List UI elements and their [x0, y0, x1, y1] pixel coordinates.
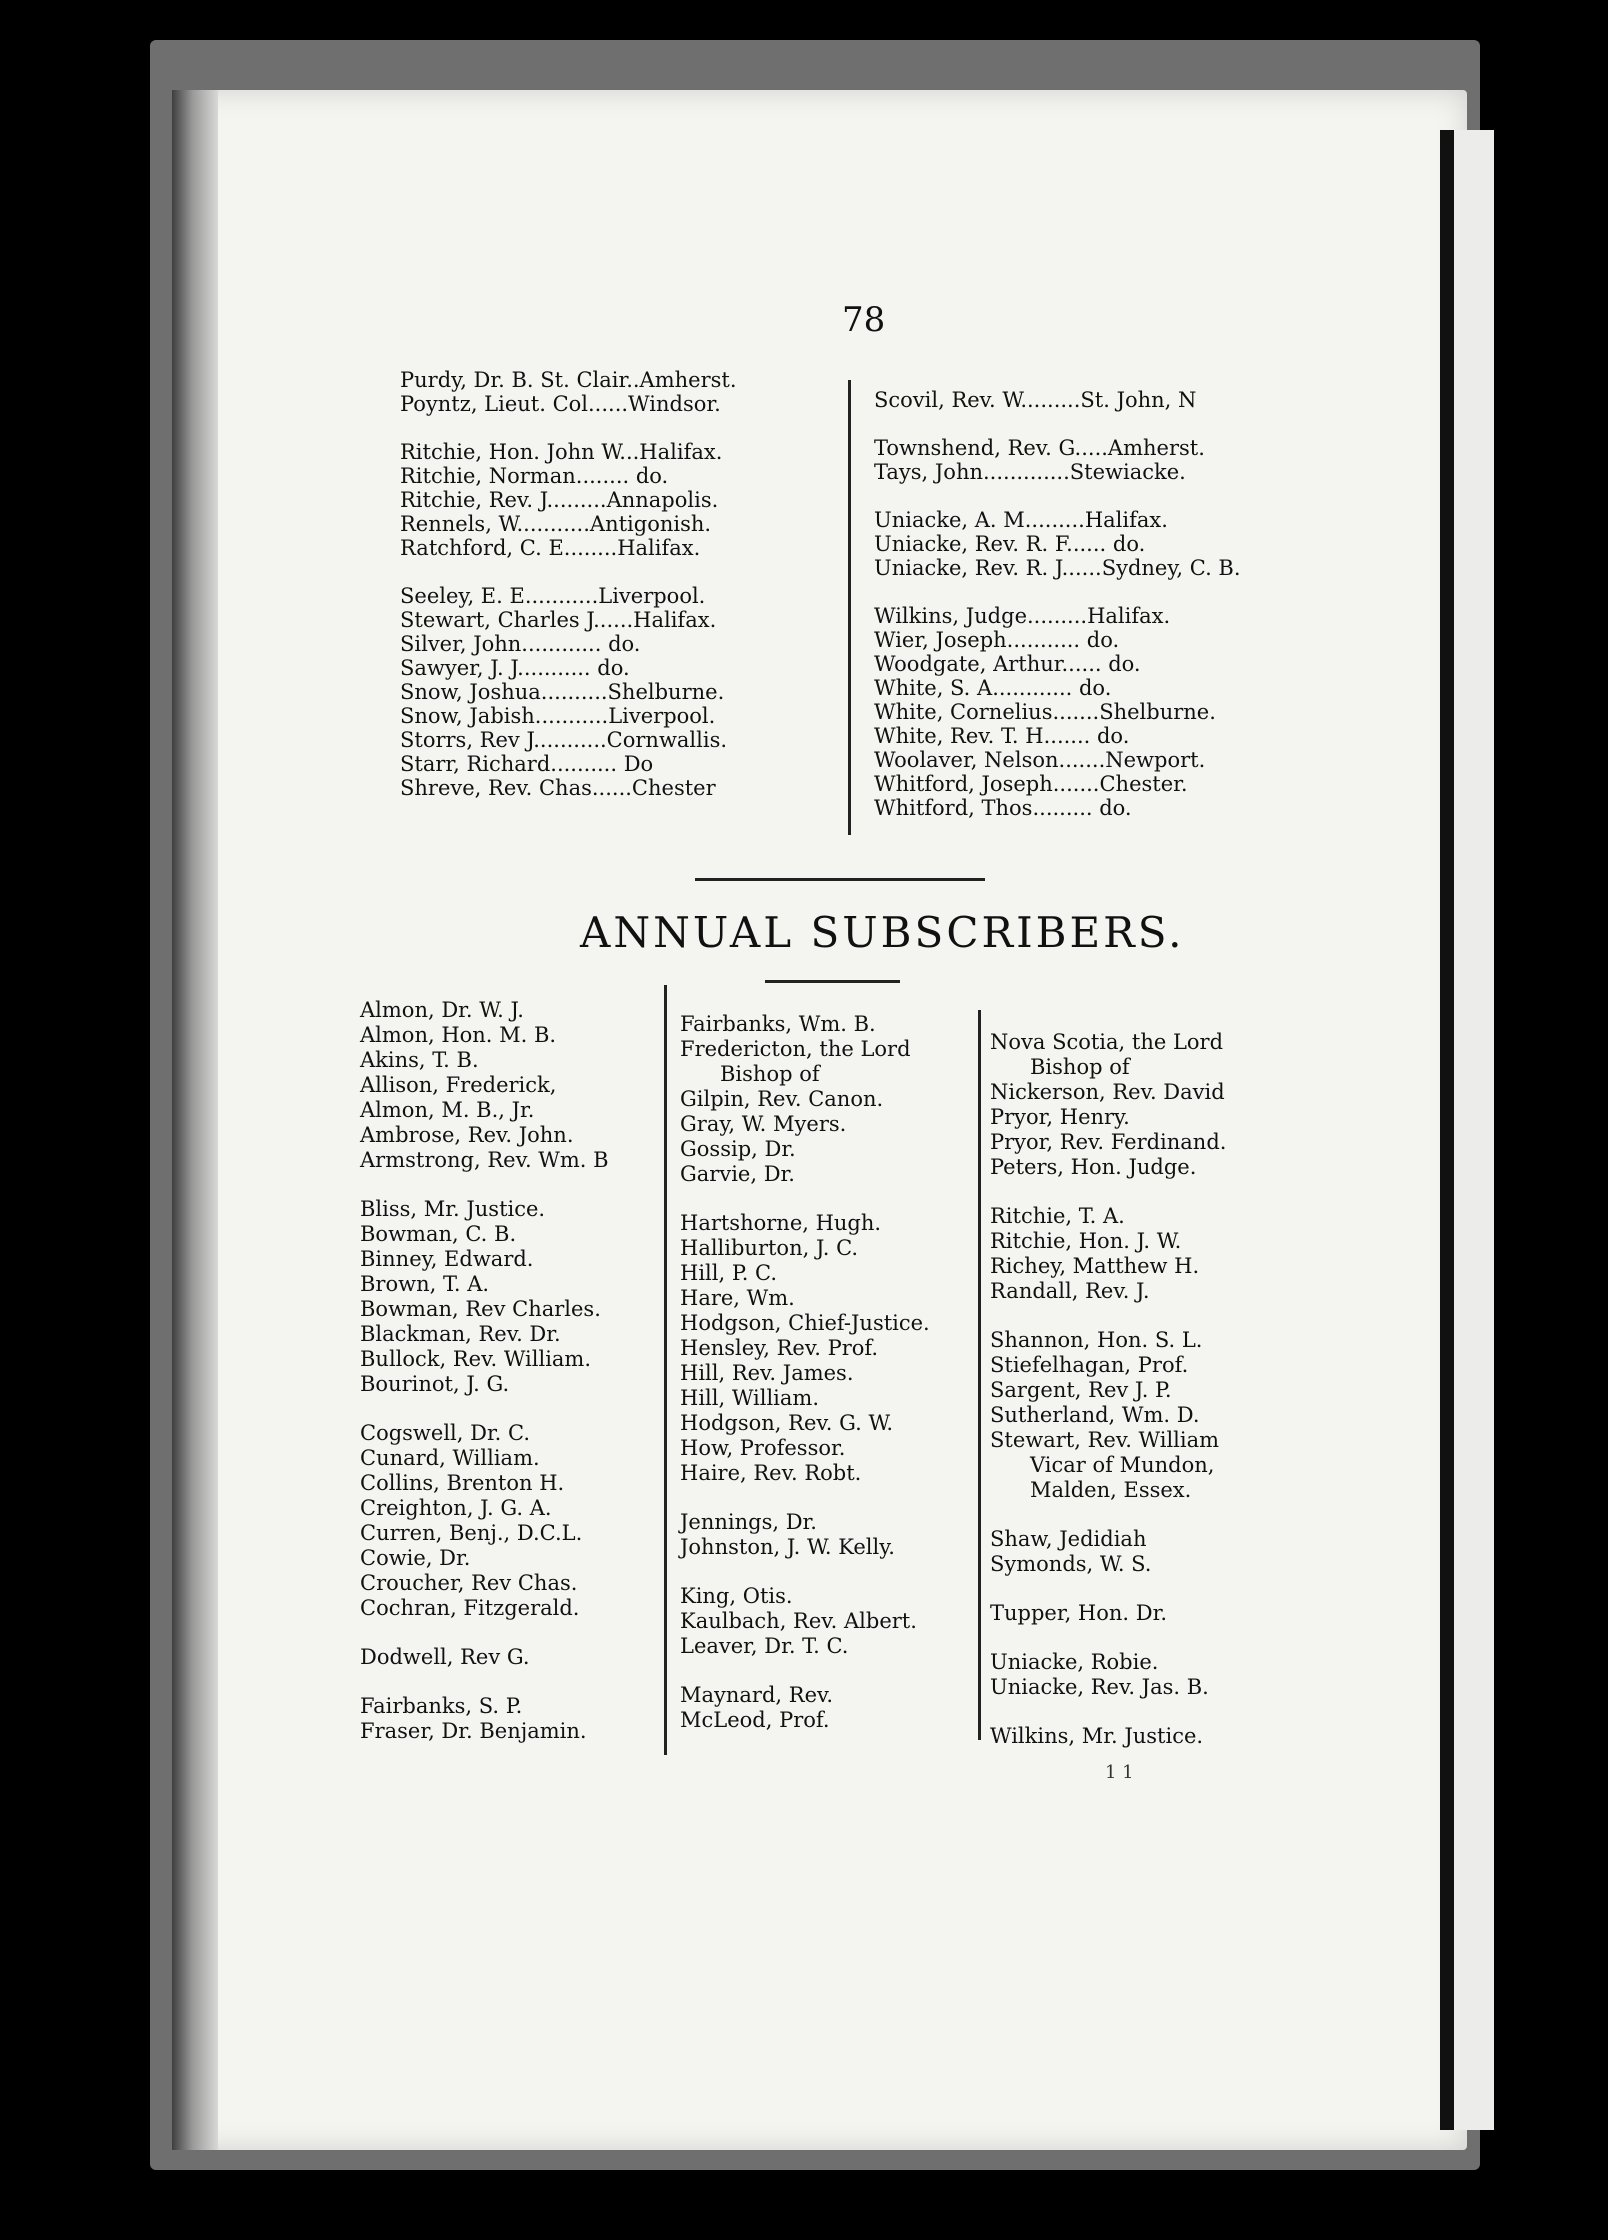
subscriber-entry: Starr, Richard.......... Do [400, 752, 654, 776]
entry-gap [360, 1397, 609, 1421]
subscriber-entry: Cowie, Dr. [360, 1546, 471, 1570]
subscriber-entry: Jennings, Dr. [680, 1510, 817, 1534]
subscriber-entry: Tupper, Hon. Dr. [990, 1601, 1168, 1625]
subscriber-entry: Nickerson, Rev. David [990, 1080, 1225, 1104]
next-page-edge [1440, 130, 1454, 2130]
subscriber-entry: Garvie, Dr. [680, 1162, 795, 1186]
page-number: 78 [842, 300, 886, 340]
column-divider [664, 985, 667, 1755]
subscriber-entry: Tays, John.............Stewiacke. [874, 460, 1186, 484]
subscriber-entry: Kaulbach, Rev. Albert. [680, 1609, 917, 1633]
subscriber-entry: Fairbanks, Wm. B. [680, 1012, 876, 1036]
subscriber-entry: Sawyer, J. J........... do. [400, 656, 630, 680]
subscriber-entry: Poyntz, Lieut. Col......Windsor. [400, 392, 721, 416]
subscriber-entry: Vicar of Mundon, [1030, 1453, 1215, 1477]
subscriber-entry: Whitford, Thos......... do. [874, 796, 1132, 820]
subscriber-entry: Wier, Joseph........... do. [874, 628, 1120, 652]
subscriber-entry: Peters, Hon. Judge. [990, 1155, 1197, 1179]
page-gutter [172, 90, 218, 2150]
entry-gap [990, 1577, 1226, 1601]
column-divider [848, 380, 851, 835]
subscriber-entry: Fairbanks, S. P. [360, 1694, 523, 1718]
subscriber-entry: White, S. A............ do. [874, 676, 1112, 700]
annual-subscribers-column-3 [990, 1030, 1226, 1749]
subscriber-entry: Almon, M. B., Jr. [360, 1098, 535, 1122]
subscriber-entry: Bowman, C. B. [360, 1222, 517, 1246]
subscriber-entry: Haire, Rev. Robt. [680, 1461, 862, 1485]
subscriber-entry: Symonds, W. S. [990, 1552, 1152, 1576]
entry-gap [990, 1626, 1226, 1650]
subscriber-entry: Ritchie, T. A. [990, 1204, 1125, 1228]
subscriber-entry: Uniacke, A. M.........Halifax. [874, 508, 1168, 532]
column-divider [978, 1010, 981, 1740]
subscriber-entry: Croucher, Rev Chas. [360, 1571, 578, 1595]
entry-gap [874, 412, 1241, 436]
subscriber-entry: Bourinot, J. G. [360, 1372, 510, 1396]
subscriber-entry: Snow, Joshua..........Shelburne. [400, 680, 725, 704]
subscriber-entry: Bliss, Mr. Justice. [360, 1197, 546, 1221]
entry-gap [680, 1187, 930, 1211]
entry-gap [400, 416, 737, 440]
subscriber-entry: Shannon, Hon. S. L. [990, 1328, 1203, 1352]
subscriber-entry: Curren, Benj., D.C.L. [360, 1521, 583, 1545]
subscriber-entry: Blackman, Rev. Dr. [360, 1322, 561, 1346]
subscriber-entry: Randall, Rev. J. [990, 1279, 1150, 1303]
subscriber-entry: Nova Scotia, the Lord [990, 1030, 1224, 1054]
life-members-right-column [874, 388, 1241, 820]
entry-gap [990, 1503, 1226, 1527]
next-page-strip [1454, 130, 1494, 2130]
subscriber-entry: White, Cornelius.......Shelburne. [874, 700, 1216, 724]
subscriber-entry: Ritchie, Rev. J.........Annapolis. [400, 488, 719, 512]
subscriber-entry: Wilkins, Judge.........Halifax. [874, 604, 1171, 628]
subscriber-entry: Johnston, J. W. Kelly. [680, 1535, 895, 1559]
subscriber-entry: Hare, Wm. [680, 1286, 795, 1310]
entry-gap [680, 1560, 930, 1584]
subscriber-entry: Almon, Dr. W. J. [360, 998, 524, 1022]
subscriber-entry: Snow, Jabish...........Liverpool. [400, 704, 716, 728]
subscriber-entry: Akins, T. B. [360, 1048, 479, 1072]
subscriber-entry: Ratchford, C. E........Halifax. [400, 536, 701, 560]
subscriber-entry: Rennels, W...........Antigonish. [400, 512, 712, 536]
subscriber-entry: Bowman, Rev Charles. [360, 1297, 601, 1321]
subscriber-entry: Storrs, Rev J...........Cornwallis. [400, 728, 728, 752]
subscriber-entry: Almon, Hon. M. B. [360, 1023, 557, 1047]
entry-gap [680, 1659, 930, 1683]
subscriber-entry: Wilkins, Mr. Justice. [990, 1724, 1204, 1748]
subscriber-entry: Hartshorne, Hugh. [680, 1211, 882, 1235]
subscriber-entry: Ritchie, Hon. J. W. [990, 1229, 1182, 1253]
subscriber-entry: Fredericton, the Lord [680, 1037, 911, 1061]
subscriber-entry: Pryor, Rev. Ferdinand. [990, 1130, 1227, 1154]
subscriber-entry: Shreve, Rev. Chas......Chester [400, 776, 716, 800]
entry-gap [874, 484, 1241, 508]
subscriber-entry: Armstrong, Rev. Wm. B [360, 1148, 609, 1172]
subscriber-entry: Leaver, Dr. T. C. [680, 1634, 849, 1658]
subscriber-entry: Binney, Edward. [360, 1247, 534, 1271]
subscriber-entry: Stewart, Rev. William [990, 1428, 1220, 1452]
subscriber-entry: Ambrose, Rev. John. [360, 1123, 574, 1147]
heading-underline [765, 980, 900, 983]
section-heading: ANNUAL SUBSCRIBERS. [580, 908, 1185, 957]
subscriber-entry: Shaw, Jedidiah [990, 1527, 1147, 1551]
entry-gap [400, 560, 737, 584]
subscriber-entry: Cunard, William. [360, 1446, 540, 1470]
subscriber-entry: Woolaver, Nelson.......Newport. [874, 748, 1206, 772]
subscriber-entry: Seeley, E. E...........Liverpool. [400, 584, 706, 608]
subscriber-entry: Sargent, Rev J. P. [990, 1378, 1172, 1402]
subscriber-entry: Richey, Matthew H. [990, 1254, 1200, 1278]
subscriber-entry: Collins, Brenton H. [360, 1471, 565, 1495]
subscriber-entry: Hodgson, Chief-Justice. [680, 1311, 930, 1335]
subscriber-entry: Dodwell, Rev G. [360, 1645, 530, 1669]
entry-gap [360, 1670, 609, 1694]
subscriber-entry: Gossip, Dr. [680, 1137, 796, 1161]
subscriber-entry: Purdy, Dr. B. St. Clair..Amherst. [400, 368, 737, 392]
subscriber-entry: Brown, T. A. [360, 1272, 490, 1296]
subscriber-entry: Uniacke, Rev. R. J......Sydney, C. B. [874, 556, 1241, 580]
entry-gap [680, 1486, 930, 1510]
subscriber-entry: Malden, Essex. [1030, 1478, 1192, 1502]
life-members-left-column [400, 368, 737, 800]
subscriber-entry: Whitford, Joseph.......Chester. [874, 772, 1188, 796]
subscriber-entry: Stiefelhagan, Prof. [990, 1353, 1189, 1377]
subscriber-entry: Hill, P. C. [680, 1261, 778, 1285]
entry-gap [874, 580, 1241, 604]
subscriber-entry: Hodgson, Rev. G. W. [680, 1411, 894, 1435]
subscriber-entry: White, Rev. T. H....... do. [874, 724, 1130, 748]
subscriber-entry: Bishop of [1030, 1055, 1130, 1079]
subscriber-entry: Allison, Frederick, [360, 1073, 557, 1097]
subscriber-entry: Maynard, Rev. [680, 1683, 834, 1707]
annual-subscribers-column-2 [680, 1012, 930, 1733]
subscriber-entry: Fraser, Dr. Benjamin. [360, 1719, 587, 1743]
subscriber-entry: Hensley, Rev. Prof. [680, 1336, 879, 1360]
footer-mark: 1 1 [1105, 1762, 1134, 1783]
subscriber-entry: Creighton, J. G. A. [360, 1496, 552, 1520]
section-divider [695, 878, 985, 881]
subscriber-entry: Uniacke, Rev. R. F...... do. [874, 532, 1146, 556]
subscriber-entry: Gray, W. Myers. [680, 1112, 847, 1136]
subscriber-entry: Silver, John............ do. [400, 632, 641, 656]
subscriber-entry: Gilpin, Rev. Canon. [680, 1087, 884, 1111]
subscriber-entry: Woodgate, Arthur...... do. [874, 652, 1141, 676]
entry-gap [360, 1173, 609, 1197]
subscriber-entry: Ritchie, Norman........ do. [400, 464, 669, 488]
entry-gap [360, 1621, 609, 1645]
subscriber-entry: Cogswell, Dr. C. [360, 1421, 531, 1445]
subscriber-entry: Scovil, Rev. W.........St. John, N [874, 388, 1197, 412]
subscriber-entry: Uniacke, Rev. Jas. B. [990, 1675, 1209, 1699]
subscriber-entry: Halliburton, J. C. [680, 1236, 859, 1260]
subscriber-entry: Bullock, Rev. William. [360, 1347, 592, 1371]
subscriber-entry: Cochran, Fitzgerald. [360, 1596, 580, 1620]
subscriber-entry: Uniacke, Robie. [990, 1650, 1159, 1674]
subscriber-entry: Hill, Rev. James. [680, 1361, 854, 1385]
subscriber-entry: Sutherland, Wm. D. [990, 1403, 1200, 1427]
subscriber-entry: Hill, William. [680, 1386, 820, 1410]
subscriber-entry: McLeod, Prof. [680, 1708, 830, 1732]
subscriber-entry: King, Otis. [680, 1584, 793, 1608]
subscriber-entry: How, Professor. [680, 1436, 846, 1460]
annual-subscribers-column-1 [360, 998, 609, 1744]
entry-gap [990, 1180, 1226, 1204]
subscriber-entry: Bishop of [720, 1062, 820, 1086]
entry-gap [990, 1304, 1226, 1328]
subscriber-entry: Stewart, Charles J......Halifax. [400, 608, 717, 632]
subscriber-entry: Pryor, Henry. [990, 1105, 1130, 1129]
subscriber-entry: Townshend, Rev. G.....Amherst. [874, 436, 1205, 460]
entry-gap [990, 1700, 1226, 1724]
subscriber-entry: Ritchie, Hon. John W...Halifax. [400, 440, 723, 464]
